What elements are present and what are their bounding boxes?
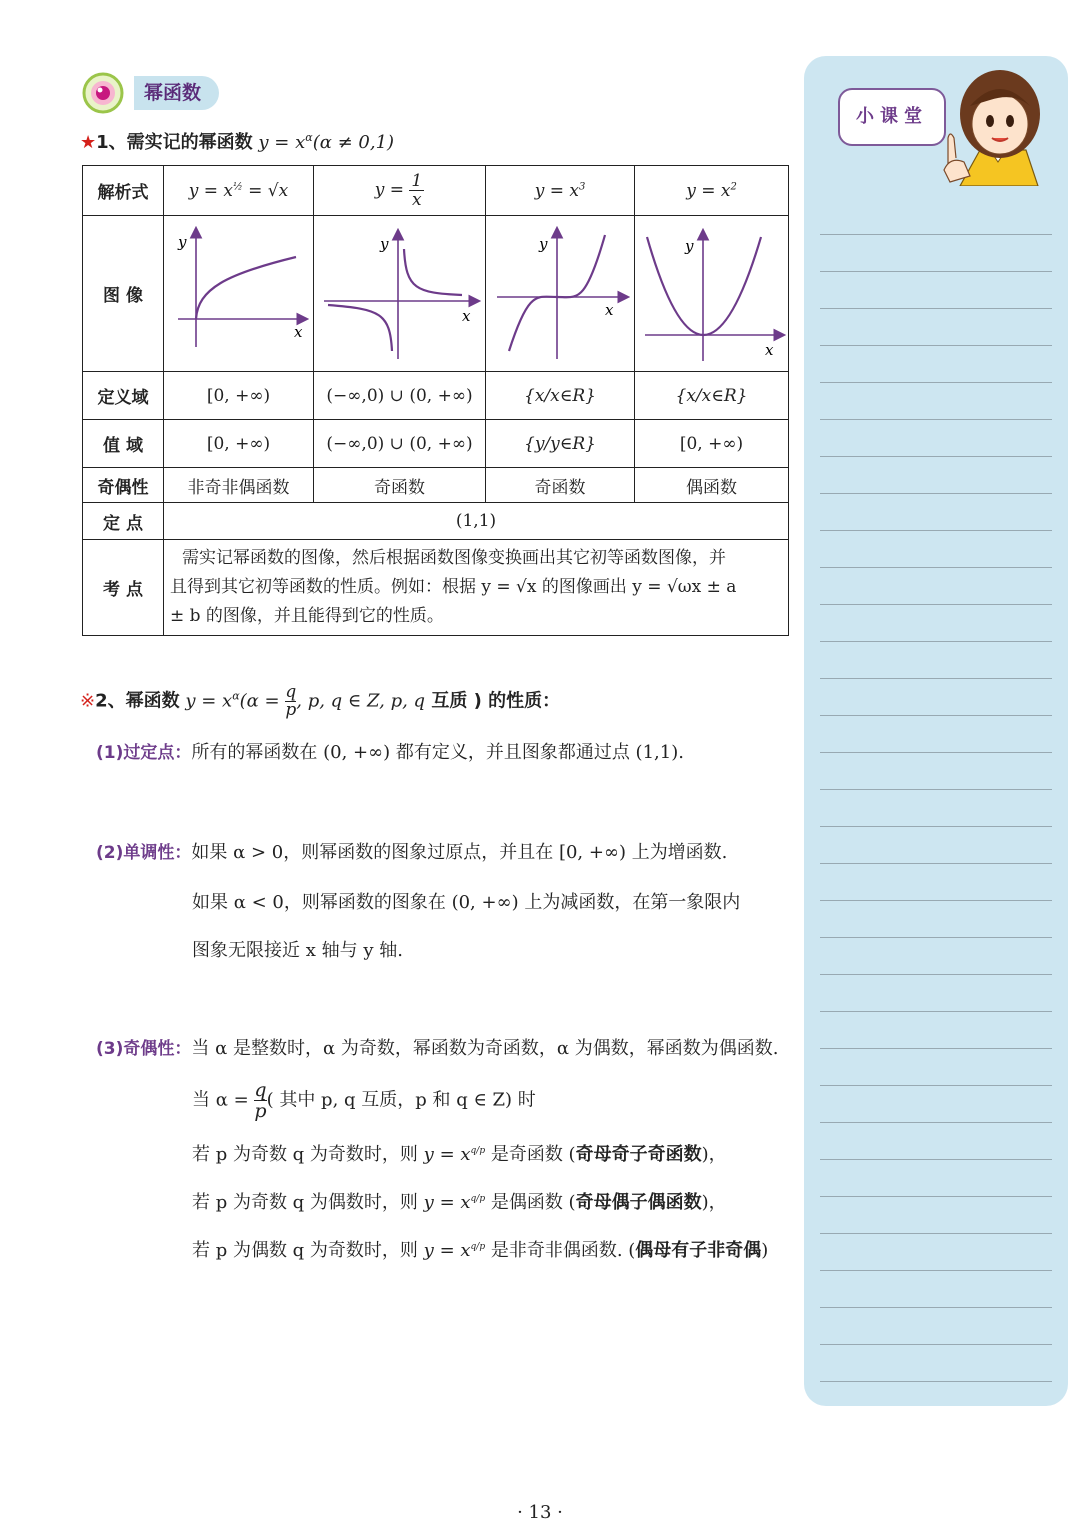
ruled-line (820, 715, 1052, 716)
exam-point-cell: 需实记幂函数的图像，然后根据函数图像变换画出其它初等函数图像，并 且得到其它初等函数的性质。例如：根据 y = √x 的图像画出 y = √ωx ± a ± b 的图像，并且能得到它的性质。 (164, 540, 789, 636)
table-row (83, 540, 789, 636)
ruled-line (820, 789, 1052, 790)
expression-cell: y = $\frac{1}{x}$ (314, 166, 486, 216)
item1-heading: ★1、需实记的幂函数 $y = x^\alpha(\alpha \ne 0,1)$ (80, 131, 395, 153)
property-parity: (3)奇偶性：当 α 是整数时，α 为奇数，幂函数为奇函数，α 为偶数，幂函数为偶函数. (96, 1038, 779, 1059)
range-cell: (−∞,0) ∪ (0, +∞) (314, 420, 486, 468)
row-header: 考 点 (83, 540, 164, 636)
ruled-line (820, 271, 1052, 272)
ruled-line (820, 567, 1052, 568)
property-monotonicity: (2)单调性：如果 α > 0，则幂函数的图象过原点，并且在 [0, +∞) 上为增函数. (96, 842, 728, 863)
graph-square (635, 216, 789, 372)
ruled-line (820, 1233, 1052, 1234)
class-label: 小课堂 (838, 88, 946, 146)
table-row (83, 420, 789, 468)
row-header: 定义域 (83, 372, 164, 420)
star-icon: ★ (80, 132, 97, 153)
section-bullet-icon (82, 72, 124, 114)
teacher-illustration (930, 66, 1040, 191)
ruled-line (820, 937, 1052, 938)
ruled-line (820, 1196, 1052, 1197)
power-function-table (82, 165, 789, 636)
table-row (83, 372, 789, 420)
ruled-line (820, 1381, 1052, 1382)
row-header: 定 点 (83, 503, 164, 540)
table-row (83, 166, 789, 216)
svg-text:y: y (379, 234, 388, 253)
range-cell: [0, +∞) (164, 420, 314, 468)
parity-cell: 非奇非偶函数 (164, 468, 314, 503)
ruled-line (820, 863, 1052, 864)
row-header: 图 像 (83, 216, 164, 372)
ruled-line (820, 826, 1052, 827)
table-row (83, 216, 789, 372)
property-monotonicity-line3: 图象无限接近 x 轴与 y 轴. (192, 940, 403, 961)
svg-text:y: y (539, 234, 548, 253)
table-row (83, 503, 789, 540)
parity-case-odd: 若 p 为奇数 q 为奇数时，则 $y = x^{q/p}$ 是奇函数 (奇母奇子奇函数)， (192, 1144, 727, 1165)
expression-cell: $y = x^2$ (635, 166, 789, 216)
parity-case-neither: 若 p 为偶数 q 为奇数时，则 $y = x^{q/p}$ 是非奇非偶函数. (偶母有子非奇偶) (192, 1240, 769, 1261)
page-number: · 13 · (517, 1502, 563, 1523)
svg-text:x: x (605, 300, 614, 319)
ruled-line (820, 678, 1052, 679)
ruled-line (820, 493, 1052, 494)
ruled-line (820, 382, 1052, 383)
ruled-line (820, 900, 1052, 901)
svg-text:y: y (177, 232, 186, 251)
property-monotonicity-line2: 如果 α < 0，则幂函数的图象在 (0, +∞) 上为减函数，在第一象限内 (192, 892, 741, 913)
expression-cell: $y = x^{\frac{1}{2}} = √x$ (164, 166, 314, 216)
ruled-line (820, 974, 1052, 975)
ruled-line (820, 604, 1052, 605)
parity-case-even: 若 p 为奇数 q 为偶数时，则 $y = x^{q/p}$ 是偶函数 (奇母偶子偶函数)， (192, 1192, 727, 1213)
property-parity-condition: 当 α = $\frac{q}{p}$ ( 其中 p, q 互质，p 和 q ∈ Z) 时 (192, 1079, 536, 1122)
ruled-line (820, 1085, 1052, 1086)
domain-cell: (−∞,0) ∪ (0, +∞) (314, 372, 486, 420)
range-cell: [0, +∞) (635, 420, 789, 468)
ruled-line (820, 1344, 1052, 1345)
notes-panel (804, 56, 1068, 1406)
expression-cell: $y = x^3$ (486, 166, 635, 216)
ruled-line (820, 1048, 1052, 1049)
parity-cell: 奇函数 (314, 468, 486, 503)
ruled-line (820, 234, 1052, 235)
ruled-line (820, 752, 1052, 753)
ruled-line (820, 530, 1052, 531)
domain-cell: [0, +∞) (164, 372, 314, 420)
fixed-point-cell: (1,1) (164, 503, 789, 540)
graph-cubic (486, 216, 635, 372)
ruled-line (820, 1011, 1052, 1012)
svg-text:x: x (764, 340, 773, 359)
ruled-line (820, 456, 1052, 457)
ruled-line (820, 345, 1052, 346)
parity-cell: 偶函数 (635, 468, 789, 503)
domain-cell: {x/x∈R} (486, 372, 635, 420)
section-tag: 幂函数 (134, 76, 219, 110)
ruled-line (820, 1122, 1052, 1123)
svg-text:x: x (461, 306, 470, 325)
svg-text:y: y (684, 236, 693, 255)
ruled-line (820, 1270, 1052, 1271)
domain-cell: {x/x∈R} (635, 372, 789, 420)
parity-cell: 奇函数 (486, 468, 635, 503)
row-header: 值 域 (83, 420, 164, 468)
svg-text:x: x (293, 322, 302, 341)
reference-mark-icon: ※ (80, 690, 96, 712)
property-fixed-point: (1)过定点：所有的幂函数在 (0, +∞) 都有定义，并且图象都通过点 (1,1). (96, 742, 684, 763)
ruled-line (820, 419, 1052, 420)
row-header: 奇偶性 (83, 468, 164, 503)
table-row (83, 468, 789, 503)
item2-heading: ※2、幂函数 $y = x^\alpha(\alpha$ = $\frac{q}{p}$ , p, q ∈ Z, p, q 互质 ) 的性质： (80, 682, 561, 720)
ruled-line (820, 641, 1052, 642)
row-header: 解析式 (83, 166, 164, 216)
ruled-line (820, 308, 1052, 309)
range-cell: {y/y∈R} (486, 420, 635, 468)
graph-sqrt (164, 216, 314, 372)
graph-reciprocal (314, 216, 486, 372)
ruled-line (820, 1307, 1052, 1308)
ruled-line (820, 1159, 1052, 1160)
